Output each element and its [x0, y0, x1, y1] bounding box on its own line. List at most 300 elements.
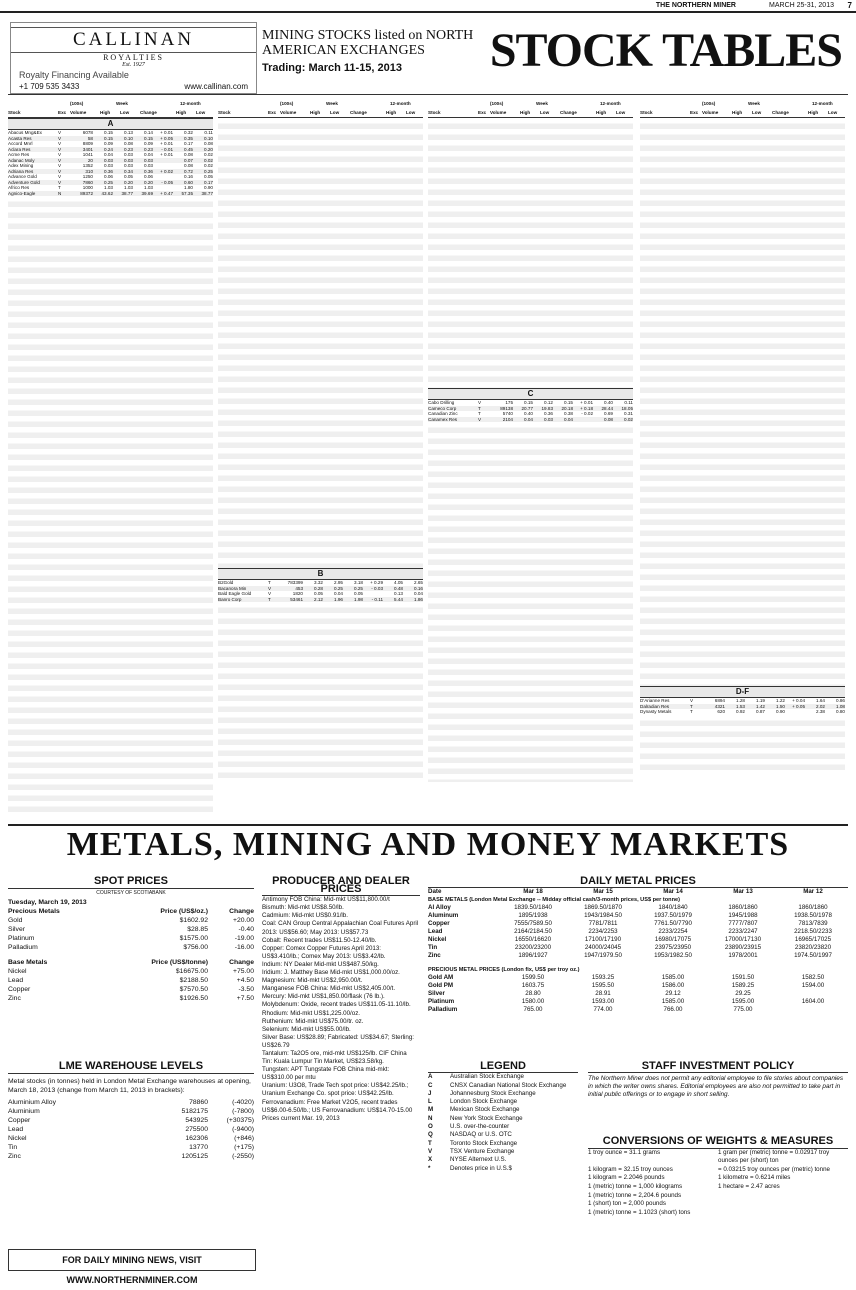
header-volume: Volume: [702, 110, 719, 115]
producer-price-line: Tungsten: APT Tungstate FOB China mid-mkt: US$310.00 per mtu: [262, 1066, 390, 1082]
stock-low-12m: 0.20: [204, 146, 213, 152]
stock-high-12m: 0.35: [184, 135, 193, 141]
stock-exchange: V: [58, 157, 62, 163]
stock-low: 0.23: [124, 146, 133, 152]
metal-price: 1582.50: [801, 974, 825, 981]
footer-banner[interactable]: FOR DAILY MINING NEWS, VISIT WWW.NORTHERNMINER.COM: [8, 1249, 256, 1271]
legend-description: Johannesburg Stock Exchange: [450, 1089, 536, 1097]
header-12-month: 12-month: [180, 101, 201, 106]
stock-column-2: [218, 99, 423, 782]
stock-exchange: T: [478, 411, 481, 416]
metal-price: 1593.25: [591, 974, 615, 981]
header-high: High: [310, 110, 321, 115]
stock-volume: 6894: [714, 698, 725, 703]
legend-code: X: [428, 1156, 433, 1164]
stock-high-12m: 0.13: [394, 591, 403, 596]
ad-subtitle: ROYALTIES: [103, 53, 164, 62]
stock-change: + 0.02: [160, 168, 173, 174]
metal-price: 7777/7807: [728, 920, 758, 927]
header-exchange: Exc: [268, 110, 277, 115]
lme-row: [8, 1143, 254, 1152]
stock-low-12m: 0.05: [204, 174, 213, 179]
lme-row-label: Lead: [8, 1126, 24, 1133]
lme-row-change: (-7800): [232, 1108, 254, 1115]
column-header: [218, 99, 423, 118]
producer-price-line: Manganese FOB China: Mid-mkt US$2,405.00/t.: [262, 985, 396, 993]
header-change: Change: [560, 110, 577, 115]
metal-price: 1895/1938: [518, 912, 548, 919]
stock-rows-b: [218, 580, 423, 602]
metal-price: 7781/7811: [588, 920, 618, 927]
callinan-ad[interactable]: [10, 22, 257, 94]
stock-high-12m: 2.38: [816, 709, 825, 714]
header-high: High: [732, 110, 743, 115]
legend-item: [428, 1073, 578, 1081]
stock-low: 0.04: [334, 591, 343, 596]
spot-precious-row-value: $28.85: [187, 926, 208, 933]
stock-high: 20.77: [521, 405, 533, 411]
ad-website[interactable]: www.callinan.com: [184, 82, 248, 91]
conversion-row: [588, 1200, 848, 1209]
stock-high-12m: 0.08: [604, 416, 613, 422]
stock-low: 1.19: [756, 698, 765, 703]
producer-price-line: Antimony FOB China: Mid-mkt US$11,800.00/t: [262, 896, 390, 904]
lme-row: [8, 1125, 254, 1134]
header-rule: [8, 94, 848, 95]
stock-high: 1.53: [736, 703, 745, 709]
metal-price: 1947/1979.50: [584, 952, 622, 959]
spot-base-row-label: Nickel: [8, 968, 27, 975]
spot-base-header: Base Metals Price (US$/tonne) Change: [8, 959, 254, 966]
producer-price-line: Tantalum: Ta2O5 ore, mid-mkt US$125/lb. CIF China: [262, 1049, 407, 1057]
stock-row: [428, 417, 633, 423]
stock-low-12m: 0.04: [414, 591, 423, 596]
stock-high: 0.03: [104, 157, 113, 163]
stock-low: 2.95: [334, 580, 343, 585]
producer-price-line: Ferrovanadium: Free Market V2O5, recent trades US$6.00-6.50/lb.; US Ferrovanadium: US$14.70-15.00: [262, 1098, 413, 1114]
stock-low-12m: 0.02: [204, 152, 213, 157]
stock-close: 0.36: [144, 168, 153, 174]
legend-code: N: [428, 1114, 433, 1122]
daily-price-row: [428, 952, 848, 960]
lme-row-change: (-2550): [232, 1153, 254, 1160]
legend-item: [428, 1165, 578, 1173]
legend-item: [428, 1090, 578, 1098]
stock-exchange: T: [690, 709, 693, 714]
stock-name: Acasta Res: [8, 135, 32, 141]
stock-high: 0.04: [524, 416, 533, 422]
header-exchange: Exc: [478, 110, 487, 115]
lme-row-change: (+175): [234, 1144, 254, 1151]
lme-row-label: Aluminium Alloy: [8, 1099, 56, 1106]
ad-company-name: CALLINAN: [11, 27, 256, 53]
metal-price: 24000/24045: [584, 944, 622, 951]
stock-row: [8, 191, 213, 197]
producer-price-line: Iridium: J. Matthey Base Mid-mkt US$1,000.00/oz.: [262, 969, 400, 977]
lme-title: LME WAREHOUSE LEVELS: [8, 1060, 254, 1074]
metal-price: 1938.50/1978: [794, 912, 832, 919]
stock-low-12m: 0.10: [204, 135, 213, 141]
stock-low: 1.03: [124, 185, 133, 190]
stock-rows-continued: [8, 196, 213, 816]
stock-close: 20.18: [561, 405, 573, 411]
stock-volume: 58: [87, 135, 93, 141]
stock-rows-df: [640, 698, 845, 715]
stock-name: Agnico-Eagle: [8, 190, 36, 196]
stock-rows-continued: [640, 118, 845, 686]
producer-price-line: Magnesium: Mid-mkt US$2,950.00/t.: [262, 977, 363, 985]
stock-low-12m: 18.05: [621, 405, 633, 411]
stock-low-12m: 0.16: [414, 585, 423, 591]
producer-price-line: Coal: CAN Group Central Appalachian Coal Futures April 2013: US$56.60; May 2013: US$57.73: [262, 920, 419, 936]
producer-price-line: Tin: Kuala Lumpur Tin Market, US$23.58/kg.: [262, 1058, 384, 1066]
metals-section-title: METALS, MINING AND MONEY MARKETS: [66, 826, 790, 863]
stock-low: 0.08: [124, 141, 133, 146]
metal-price: 1591.50: [731, 974, 755, 981]
stock-column-1: [8, 99, 213, 816]
spot-precious-row-value: $1602.92: [179, 917, 208, 924]
stock-high: 1.28: [736, 698, 745, 703]
stock-name: Adex Mining: [8, 163, 34, 168]
legend-code: J: [428, 1089, 432, 1097]
stock-high-12m: 4.05: [394, 580, 403, 585]
header-low-12m: Low: [196, 110, 206, 115]
stock-close: 0.09: [144, 141, 153, 146]
legend-item: [428, 1148, 578, 1156]
stock-low: 0.03: [124, 157, 133, 163]
conversion-row: [588, 1174, 848, 1183]
producer-price-line: Bismuth: Mid-mkt US$8.50/lb.: [262, 904, 344, 912]
stock-rows-continued: [218, 602, 423, 782]
stock-name: Dalradian Res: [640, 703, 670, 709]
header-volume-unit: (100s): [280, 101, 294, 106]
metal-price: 1580.00: [521, 998, 545, 1005]
stock-close: 1.22: [776, 698, 785, 703]
stock-volume: 1352: [82, 163, 93, 168]
stock-rows-continued: [218, 118, 423, 568]
stock-volume: 1250: [82, 174, 93, 179]
stock-volume: 620: [717, 709, 725, 714]
stock-name: Cabo Drilling: [428, 400, 455, 405]
legend-item: [428, 1106, 578, 1114]
stock-close: 0.14: [144, 130, 153, 135]
stock-volume: 5740: [502, 411, 513, 416]
stock-low-12m: 0.02: [204, 157, 213, 163]
producer-price-line: Molybdenum: Oxide, recent trades US$11.05-11.10/lb.: [262, 1001, 411, 1009]
stock-volume: 2104: [502, 416, 513, 422]
spot-precious-row-label: Silver: [8, 926, 25, 933]
stock-high: 1.03: [104, 185, 113, 190]
conversion-right: [718, 1200, 848, 1209]
daily-price-row: [428, 982, 848, 990]
stock-change: - 0.05: [161, 179, 173, 185]
page-title: STOCK TABLES: [489, 24, 842, 77]
stock-low-12m: 0.90: [204, 185, 213, 190]
spot-precious-row-change: -19.00: [234, 935, 254, 942]
spot-precious-row-change: +20.00: [233, 917, 254, 924]
stock-close: 0.90: [776, 709, 785, 714]
stock-close: 1.50: [776, 703, 785, 709]
conversion-left: 1 (metric) tonne = 1,000 kilograms: [588, 1182, 683, 1190]
stock-low-12m: 0.25: [204, 168, 213, 174]
lme-row-value: 78860: [189, 1099, 208, 1106]
daily-prices-title: DAILY METAL PRICES: [428, 875, 848, 888]
conversion-left: 1 (metric) tonne = 2,204.6 pounds: [588, 1191, 682, 1199]
metal-price: 2218.50/2233: [794, 928, 832, 935]
producer-price-line: Rhodium: Mid-mkt US$1,225.00/oz.: [262, 1009, 361, 1017]
metal-price: 23975/23950: [654, 944, 692, 951]
metal-price: 17000/17130: [724, 936, 762, 943]
metal-price: 7813/7839: [798, 920, 828, 927]
producer-price-line: Uranium: U3O8, Trade Tech spot price: US$42.25/lb.; Uranium Exchange Co. spot price: US$42.25/lb.: [262, 1082, 409, 1098]
stock-name: Accord Mnrl: [8, 141, 33, 146]
metal-price: 1594.00: [801, 982, 825, 989]
stock-exchange: V: [478, 400, 482, 405]
lme-row-value: 275500: [185, 1126, 208, 1133]
stock-rows-continued: [428, 422, 633, 782]
metal-price: 766.00: [663, 1006, 683, 1013]
header-low-12m: Low: [828, 110, 838, 115]
stock-volume: 783399: [287, 580, 303, 585]
stock-high-12m: 0.72: [184, 168, 193, 174]
legend-code: C: [428, 1081, 433, 1089]
spot-precious-row-change: -16.00: [234, 944, 254, 951]
header-stock: Stock: [640, 110, 653, 115]
stock-volume: 3401: [82, 146, 93, 152]
legend-rows: [428, 1073, 578, 1173]
stock-close: 3.18: [354, 580, 363, 585]
legend-description: Toronto Stock Exchange: [450, 1139, 518, 1147]
stock-name: Cameco Corp: [428, 405, 457, 411]
spot-precious-row-label: Gold: [8, 917, 23, 924]
daily-price-row: [428, 990, 848, 998]
metal-price: 23200/23200: [514, 944, 552, 951]
header-volume-unit: (100s): [490, 101, 504, 106]
stock-high: 0.05: [314, 591, 323, 596]
stock-high-12m: 0.69: [604, 411, 613, 416]
header-exchange: Exc: [58, 110, 67, 115]
column-header: [428, 99, 633, 118]
stock-low-12m: 0.02: [624, 416, 633, 422]
stock-volume: 1041: [82, 152, 93, 157]
stock-low: 0.20: [124, 179, 133, 185]
legend-title: LEGEND: [428, 1060, 578, 1073]
stock-low-12m: 38.77: [201, 190, 213, 196]
staff-policy-box: [588, 1060, 848, 1099]
conversion-row: [588, 1183, 848, 1192]
stock-name: Africo Res: [8, 185, 30, 190]
stock-low-12m: 0.11: [624, 400, 633, 405]
stock-change: - 0.03: [371, 585, 383, 591]
stock-exchange: V: [58, 152, 62, 157]
legend-item: [428, 1115, 578, 1123]
stock-low-12m: 1.86: [414, 596, 423, 602]
stock-high: 43.62: [101, 190, 113, 196]
header-week: Week: [116, 101, 128, 106]
metal-price: 1585.00: [661, 998, 685, 1005]
header-12-month: 12-month: [390, 101, 411, 106]
stock-high-12m: 5.44: [394, 596, 403, 602]
stock-change: - 0.02: [581, 411, 593, 416]
metal-price: 2164/2184.50: [514, 928, 552, 935]
spot-base-row-value: $7570.50: [179, 986, 208, 993]
conversion-right: 1 hectare = 2.47 acres: [718, 1182, 780, 1190]
lme-row-label: Tin: [8, 1144, 18, 1151]
stock-low: 0.05: [124, 174, 133, 179]
stock-close: 0.15: [564, 400, 573, 405]
stock-volume: 7860: [82, 179, 93, 185]
spot-precious-row: [8, 925, 254, 934]
section-letter-df: D-F: [640, 686, 845, 698]
stock-high: 0.28: [314, 585, 323, 591]
stock-close: 0.15: [144, 135, 153, 141]
stock-volume: 8809: [82, 141, 93, 146]
stock-close: 0.25: [354, 585, 363, 591]
daily-precious-rows: [428, 974, 848, 1014]
stock-close: 0.06: [144, 174, 153, 179]
daily-price-row: [428, 928, 848, 936]
daily-price-row: [428, 998, 848, 1006]
issue-date: MARCH 25-31, 2013: [769, 2, 834, 9]
stock-change: + 0.01: [580, 400, 593, 405]
daily-prices-box: [428, 875, 848, 1014]
stock-exchange: V: [478, 416, 482, 422]
metal-price: 775.00: [733, 1006, 753, 1013]
stock-high: 0.09: [104, 141, 113, 146]
stock-name: Bacanora Min: [218, 585, 247, 591]
metal-price: 1860/1860: [728, 904, 758, 911]
stock-high-12m: 0.16: [184, 174, 193, 179]
stock-high-12m: 1.64: [816, 698, 825, 703]
metal-name: Palladium: [428, 1006, 458, 1013]
stock-close: 1.03: [144, 185, 153, 190]
legend-code: O: [428, 1123, 433, 1131]
header-high-12m: High: [386, 110, 397, 115]
daily-price-row: [428, 974, 848, 982]
stock-exchange: V: [58, 163, 62, 168]
stock-high: 0.15: [524, 400, 533, 405]
stock-exchange: V: [58, 135, 62, 141]
stock-change: + 0.47: [160, 190, 173, 196]
ad-tagline: Royalty Financing Available: [19, 70, 129, 80]
metal-price: 1595.00: [731, 998, 755, 1005]
legend-item: [428, 1156, 578, 1164]
stock-volume: 89138: [500, 405, 513, 411]
spot-precious-row-value: $756.00: [183, 944, 208, 951]
stock-exchange: T: [268, 580, 271, 585]
conversion-left: 1 (metric) tonne = 1.1023 (short) tons: [588, 1208, 691, 1216]
header-12-month: 12-month: [600, 101, 621, 106]
header-low: Low: [120, 110, 130, 115]
conversion-right: [718, 1209, 848, 1218]
header-high-12m: High: [596, 110, 607, 115]
stock-low-12m: 1.08: [836, 703, 845, 709]
stock-high: 0.03: [104, 163, 113, 168]
spot-base-rows: [8, 967, 254, 1003]
metal-name: Nickel: [428, 936, 447, 943]
stock-volume: 310: [85, 168, 93, 174]
stock-rows-continued: [428, 118, 633, 388]
stock-name: B2Gold: [218, 580, 234, 585]
stock-low-12m: 0.80: [836, 709, 845, 714]
spot-courtesy: COURTESY OF SCOTIABANK: [96, 890, 166, 896]
stock-low: 0.03: [124, 163, 133, 168]
stock-close: 39.69: [141, 190, 153, 196]
column-header: [8, 99, 213, 118]
metal-name: Al Alloy: [428, 904, 451, 911]
metal-name: Gold AM: [428, 974, 454, 981]
metal-price: 7555/7589.50: [514, 920, 552, 927]
stock-low-12m: 0.02: [204, 163, 213, 168]
producer-prices-title: PRODUCER AND DEALER PRICES: [262, 875, 420, 896]
stock-low: 0.12: [544, 400, 553, 405]
stock-low: 0.34: [124, 168, 133, 174]
header-stock: Stock: [428, 110, 441, 115]
spot-prices-box: [8, 875, 254, 1003]
ad-established: Est. 1927: [122, 62, 145, 68]
stock-exchange: V: [58, 168, 62, 174]
stock-rows-c: [428, 400, 633, 422]
ad-phone: +1 709 535 3433: [19, 82, 80, 91]
legend-item: [428, 1082, 578, 1090]
stock-high-12m: 28.44: [601, 405, 613, 411]
stock-low: 0.13: [124, 130, 133, 135]
stock-low-12m: 0.86: [836, 698, 845, 703]
metal-price: 1599.50: [521, 974, 545, 981]
stock-change: [785, 709, 805, 715]
stock-rows-a: [8, 130, 213, 196]
header-week: Week: [748, 101, 760, 106]
legend-description: New York Stock Exchange: [450, 1114, 523, 1122]
stock-volume: 89372: [80, 190, 93, 196]
legend-code: *: [428, 1164, 431, 1172]
section-subtitle: MINING STOCKS listed on NORTH AMERICAN EXCHANGES: [262, 28, 474, 58]
stock-volume: 175: [505, 400, 513, 405]
metal-price: 2234/2253: [588, 928, 618, 935]
metal-price: 17100/17190: [584, 936, 622, 943]
stock-high: 0.15: [104, 135, 113, 141]
metal-price: 1943/1984.50: [584, 912, 622, 919]
metal-name: Tin: [428, 944, 438, 951]
stock-low: 1.42: [756, 703, 765, 709]
stock-high-12m: 0.45: [184, 146, 193, 152]
metal-price: 1585.00: [661, 974, 685, 981]
lme-row: [8, 1116, 254, 1125]
lme-row-change: (-9400): [232, 1126, 254, 1133]
header-12-month: 12-month: [812, 101, 833, 106]
top-rule: [0, 11, 856, 13]
stock-exchange: T: [58, 185, 61, 190]
header-stock: Stock: [8, 110, 21, 115]
lme-row-value: 162306: [185, 1135, 208, 1142]
metal-name: Copper: [428, 920, 450, 927]
legend-description: London Stock Exchange: [450, 1098, 518, 1106]
stock-row: [640, 709, 845, 715]
metal-price: 1604.00: [801, 998, 825, 1005]
daily-base-note: BASE METALS (London Metal Exchange -- Midday official cash/3-month prices, US$ per tonne): [428, 897, 680, 903]
lme-row-label: Aluminium: [8, 1108, 40, 1115]
spot-base-row-change: -3.50: [238, 986, 254, 993]
stock-name: Abacus Mng&Ex: [8, 130, 42, 135]
stock-high: 0.92: [736, 709, 745, 714]
stock-name: Canamex Res: [428, 416, 458, 422]
stock-high-12m: 0.40: [604, 400, 613, 405]
producer-prices-list: [262, 896, 420, 1123]
header-volume: Volume: [490, 110, 507, 115]
spot-base-row: [8, 985, 254, 994]
metal-price: 7761.50/7790: [654, 920, 692, 927]
header-high: High: [520, 110, 531, 115]
